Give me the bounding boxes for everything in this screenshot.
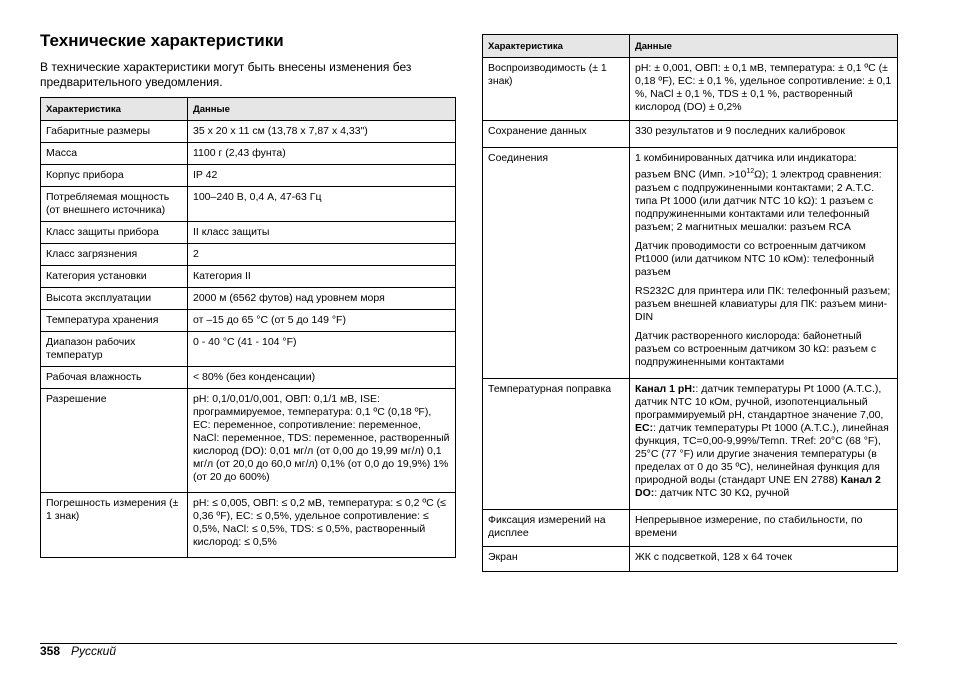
spec-cell: Масса: [41, 143, 188, 165]
table-row: [41, 389, 456, 493]
table-row: [41, 310, 456, 332]
spec-cell: Диапазон рабочих температур: [41, 332, 188, 367]
spec-cell: Воспроизводимость (± 1 знак): [483, 58, 630, 121]
connections-paragraph: RS232C для принтера или ПК: телефонный разъем; разъем внешней клавиатуры для ПК: разъем мини-DIN: [635, 284, 891, 323]
data-cell: Канал 1 pH:: датчик температуры Pt 1000 (A.T.C.), датчик NTC 10 кОм, ручной, изопотенциальный программируемый pH, стандартное значение 7,00, EC:: датчик температуры Pt 1000 (A.T.C.), линейная функция, TC=0,00-9,99%/Temп. TRef: 20°C (68 °F), 25°C (77 °F) или другие значения температуры (в пределах от 0 до 35 ºC), нелинейная функция для природной воды (стандарт UNE EN 2788) Канал 2 DO:: датчик NTC 30 KΩ, ручной: [630, 378, 898, 509]
data-cell: ЖК с подсветкой, 128 x 64 точек: [630, 546, 898, 571]
table-row: [483, 148, 898, 379]
data-cell: 1100 г (2,43 фунта): [188, 143, 456, 165]
spec-cell: Категория установки: [41, 266, 188, 288]
data-cell: II класс защиты: [188, 222, 456, 244]
table-row: [483, 378, 898, 509]
table-row: [41, 187, 456, 222]
data-cell: < 80% (без конденсации): [188, 367, 456, 389]
footer-divider: [40, 643, 897, 644]
spec-cell: Рабочая влажность: [41, 367, 188, 389]
spec-cell: Корпус прибора: [41, 165, 188, 187]
table-row: [483, 509, 898, 546]
data-cell: 0 - 40 °C (41 - 104 °F): [188, 332, 456, 367]
spec-cell: Температурная поправка: [483, 378, 630, 509]
table-row: [483, 58, 898, 121]
spec-cell: Габаритные размеры: [41, 121, 188, 143]
spec-cell: Класс загрязнения: [41, 244, 188, 266]
spec-cell: Класс защиты прибора: [41, 222, 188, 244]
specs-table-left: [40, 97, 456, 558]
table-row: [41, 165, 456, 187]
spec-cell: Соединения: [483, 148, 630, 379]
data-cell: от –15 до 65 °C (от 5 до 149 °F): [188, 310, 456, 332]
data-cell: 2: [188, 244, 456, 266]
table-row: [41, 121, 456, 143]
data-cell: IP 42: [188, 165, 456, 187]
header-data: Данные: [188, 98, 456, 121]
connections-paragraph: Датчик растворенного кислорода: байонетный разъем со встроенным датчиком 30 kΩ: разъем с подпружиненными контактами: [635, 329, 877, 368]
table-row: [41, 288, 456, 310]
header-spec: Характеристика: [483, 35, 630, 58]
spec-cell: Сохранение данных: [483, 121, 630, 148]
connections-paragraph: 1 комбинированных датчика или индикатора: разъем BNC (Имп. $>10^{12}\Omega$); 1 электрод сравнения: разъем с подпружиненными контактами; 2 A.T.C. типа Pt 1000 (или датчик NTC 10 kΩ): 1 разъем с подпружиненными контактами или телефонный разъем; 2 магнитных мешалки: разъем RCA: [635, 152, 882, 233]
spec-cell: Температура хранения: [41, 310, 188, 332]
table-row: [41, 222, 456, 244]
data-cell: [630, 148, 898, 379]
data-cell: Непрерывное измерение, по стабильности, по времени: [630, 509, 898, 546]
data-cell: 100–240 В, 0,4 A, 47-63 Гц: [188, 187, 456, 222]
header-spec: Характеристика: [41, 98, 188, 121]
header-data: Данные: [630, 35, 898, 58]
intro-paragraph: В технические характеристики могут быть внесены изменения без предварительного уведомления.: [40, 60, 412, 89]
page-number: 358: [40, 644, 61, 658]
specs-table-right: [482, 34, 898, 572]
spec-cell: Фиксация измерений на дисплее: [483, 509, 630, 546]
ec-label: EC:: [635, 421, 654, 434]
spec-cell: Экран: [483, 546, 630, 571]
channel-2-label: Канал 2 DO:: [635, 473, 881, 499]
table-row: [41, 367, 456, 389]
table-row: [483, 546, 898, 571]
table-row: [41, 143, 456, 165]
page-language: Русский: [71, 644, 117, 658]
data-cell: pH: 0,1/0,01/0,001, ОВП: 0,1/1 мВ, ISE: программируемое, температура: 0,1 ºC (0,18 ºF), EC: переменное, сопротивление: переменное, NaCl: переменное, TDS: переменное, растворенный кислород (DO): 0,01 мг/л (от 0,00 до 19,99 мг/л) 0,1 мг/л (от 20,0 до 60,0 мг/л) 0,1% (от 0,0 до 19,9%) 1% (от 20 до 600%): [188, 389, 456, 493]
channel-1-label: Канал 1 pH:: [635, 382, 696, 395]
spec-cell: Потребляемая мощность (от внешнего источника): [41, 187, 188, 222]
table-row: [41, 244, 456, 266]
table-header-row: [41, 98, 456, 121]
connections-paragraph: Датчик проводимости со встроенным датчиком Pt1000 (или датчиком NTC 10 кОм): телефонный разъем: [635, 239, 875, 278]
table-row: [483, 121, 898, 148]
table-header-row: [483, 35, 898, 58]
spec-cell: Погрешность измерения (± 1 знак): [41, 493, 188, 558]
data-cell: pH: ± 0,001, ОВП: ± 0,1 мВ, температура: ± 0,1 ºC (± 0,18 ºF), EC: ± 0,1 %, удельное сопротивление: ± 0,1 %, NaCl ± 0,1 %, TDS ± 0,1 %, растворенный кислород (DO) ± 0,2%: [630, 58, 898, 121]
data-cell: Категория II: [188, 266, 456, 288]
table-row: [41, 493, 456, 558]
spec-cell: Разрешение: [41, 389, 188, 493]
table-row: [41, 266, 456, 288]
spec-cell: Высота эксплуатации: [41, 288, 188, 310]
data-cell: 2000 м (6562 футов) над уровнем моря: [188, 288, 456, 310]
page-title: Технические характеристики: [40, 31, 284, 50]
data-cell: pH: ≤ 0,005, ОВП: ≤ 0,2 мВ, температура: ≤ 0,2 ºC (≤ 0,36 ºF), EC: ≤ 0,5%, удельное сопротивление: ≤ 0,5%, NaCl: ≤ 0,5%, TDS: ≤ 0,5%, растворенный кислород: ≤ 0,5%: [188, 493, 456, 558]
data-cell: 35 x 20 x 11 см (13,78 x 7,87 x 4,33"): [188, 121, 456, 143]
table-row: [41, 332, 456, 367]
data-cell: 330 результатов и 9 последних калибровок: [630, 121, 898, 148]
